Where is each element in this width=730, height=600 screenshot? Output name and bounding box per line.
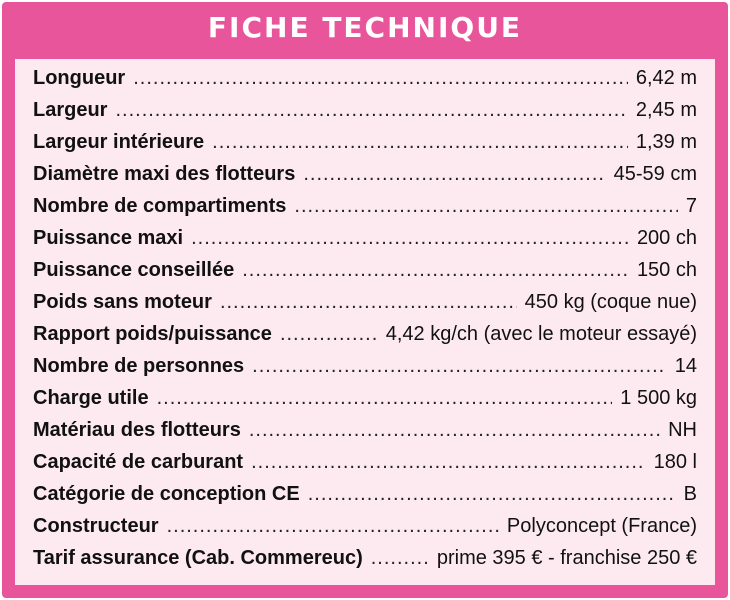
- spec-value: 200 ch: [636, 227, 697, 249]
- leader-dots: [242, 259, 629, 282]
- spec-label: Rapport poids/puissance: [33, 323, 272, 345]
- spec-row: [33, 387, 697, 417]
- spec-label: Charge utile: [33, 387, 149, 409]
- leader-dots: [133, 67, 628, 90]
- spec-row: [33, 67, 697, 97]
- spec-row: [33, 515, 697, 545]
- spec-row: [33, 163, 697, 193]
- spec-value: 6,42 m: [635, 67, 697, 89]
- spec-panel: [15, 59, 715, 585]
- spec-label: Nombre de personnes: [33, 355, 245, 377]
- spec-value: 7: [685, 195, 697, 217]
- leader-dots: [212, 131, 628, 154]
- spec-row: [33, 419, 697, 449]
- spec-label: Puissance conseillée: [33, 259, 235, 281]
- spec-label: Capacité de carburant: [33, 451, 244, 473]
- leader-dots: [249, 419, 660, 442]
- leader-dots: [157, 387, 613, 410]
- spec-row: [33, 483, 697, 513]
- spec-value: NH: [668, 419, 697, 441]
- spec-value: 2,45 m: [635, 99, 697, 121]
- spec-label: Puissance maxi: [33, 227, 184, 249]
- spec-value: 150 ch: [636, 259, 697, 281]
- leader-dots: [371, 547, 429, 570]
- spec-card: [2, 2, 728, 598]
- spec-label: Diamètre maxi des flotteurs: [33, 163, 296, 185]
- spec-value: 450 kg (coque nue): [524, 291, 697, 313]
- leader-dots: [251, 451, 646, 474]
- spec-label: Largeur: [33, 99, 108, 121]
- spec-title: FICHE TECHNIQUE: [207, 11, 523, 44]
- spec-row: [33, 195, 697, 225]
- spec-row: [33, 547, 697, 577]
- spec-row: [33, 291, 697, 321]
- spec-value: prime 395 € - franchise 250 €: [436, 547, 697, 569]
- spec-label: Matériau des flotteurs: [33, 419, 241, 441]
- leader-dots: [115, 99, 627, 122]
- leader-dots: [280, 323, 378, 346]
- leader-dots: [294, 195, 677, 218]
- spec-label: Longueur: [33, 67, 126, 89]
- leader-dots: [220, 291, 517, 314]
- spec-value: 1,39 m: [635, 131, 697, 153]
- leader-dots: [308, 483, 676, 506]
- spec-value: 14: [674, 355, 697, 377]
- spec-label: Largeur intérieure: [33, 131, 205, 153]
- spec-row: [33, 451, 697, 481]
- spec-label: Tarif assurance (Cab. Commereuc): [33, 547, 363, 569]
- spec-value: Polyconcept (France): [506, 515, 697, 537]
- spec-row: [33, 259, 697, 289]
- leader-dots: [191, 227, 629, 250]
- spec-row: [33, 323, 697, 353]
- spec-row: [33, 355, 697, 385]
- spec-value: 4,42 kg/ch (avec le moteur essayé): [385, 323, 697, 345]
- leader-dots: [303, 163, 605, 186]
- leader-dots: [252, 355, 667, 378]
- spec-label: Poids sans moteur: [33, 291, 212, 313]
- spec-row: [33, 99, 697, 129]
- leader-dots: [167, 515, 499, 538]
- spec-label: Constructeur: [33, 515, 159, 537]
- spec-row: [33, 131, 697, 161]
- spec-value: B: [683, 483, 697, 505]
- spec-label: Catégorie de conception CE: [33, 483, 300, 505]
- spec-label: Nombre de compartiments: [33, 195, 287, 217]
- spec-value: 1 500 kg: [620, 387, 697, 409]
- spec-value: 180 l: [653, 451, 697, 473]
- spec-value: 45-59 cm: [613, 163, 697, 185]
- spec-row: [33, 227, 697, 257]
